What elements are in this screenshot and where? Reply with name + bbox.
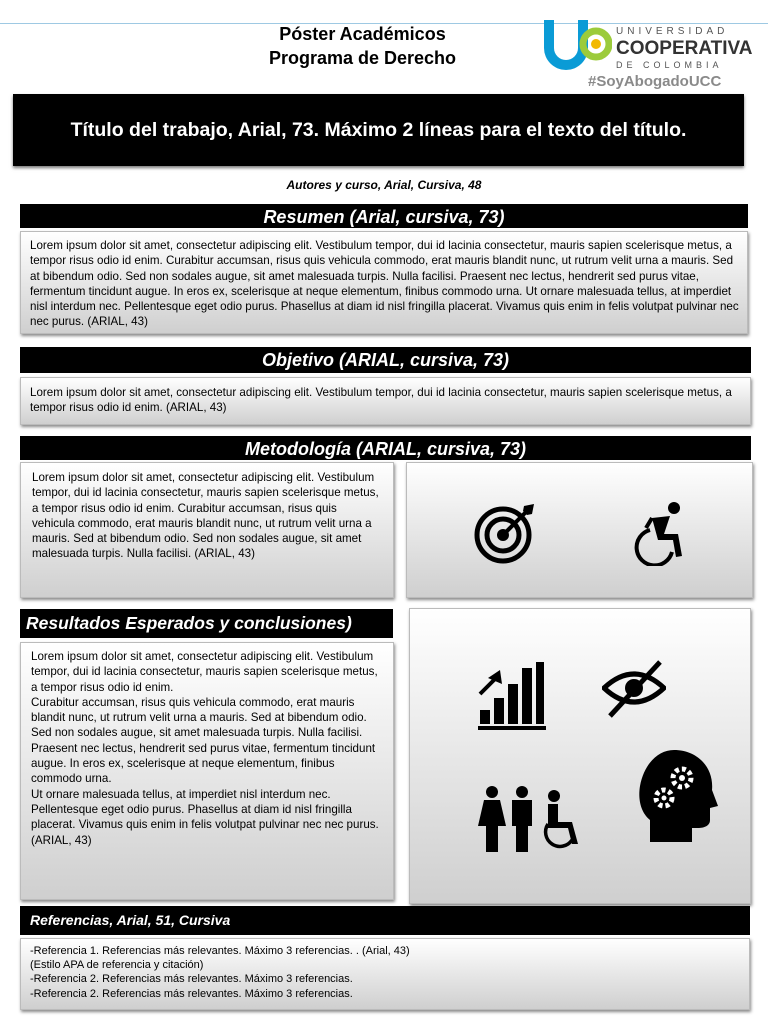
resumen-text: Lorem ipsum dolor sit amet, consectetur adipiscing elit. Vestibulum tempor, dui id lacinia consectetur, mauris sapien scelerisque metus, a tempor risus odio id enim. Curabitur accumsan, risus quis vehicula commodo, erat mauris blandit nunc, ut rutrum velit urna a mauris. Sed at bibendum odio. Sed non sodales augue, sit amet malesuada turpis. Nulla facilisi. Praesent nec lectus, hendrerit sed purus vitae, fermentum tincidunt augue. In eros ex, scelerisque at neque elementum, finibus commodo urna. Ut ornare malesuada tellus, at imperdiet nisl interdum nec. Pellentesque eget odio purus. Phasellus at diam id nisl fringilla placerat. Vivamus quis enim in felis volutpat pulvinar nec nec purus. (ARIAL, 43) (30, 239, 739, 329)
reference-item: -Referencia 2. Referencias más relevantes. Máximo 3 referencias. (30, 987, 353, 1000)
ucc-logo-icon (540, 20, 612, 78)
resultados-paragraph-2: Curabitur accumsan, risus quis vehicula commodo, erat mauris blandit nunc, ut rutrum velit urna a mauris. Sed at bibendum odio. (31, 695, 367, 725)
reference-item: (Estilo APA de referencia y citación) (30, 959, 204, 972)
resultados-text (31, 649, 383, 848)
university-logo (540, 20, 760, 90)
eye-slash-icon (602, 658, 666, 720)
resultados-paragraph-4: Ut ornare malesuada tellus, at imperdiet nisl interdum nec. Pellentesque eget odio purus. Phasellus at diam id nisl fringilla placerat. Vivamus quis enim in felis volutpat pulvinar nec nec purus. (ARIAL, 43) (31, 787, 379, 847)
resumen-heading: Resumen (Arial, cursiva, 73) (20, 204, 748, 228)
metodologia-text: Lorem ipsum dolor sit amet, consectetur adipiscing elit. Vestibulum tempor, dui id lacinia consectetur, mauris sapien scelerisque metus, a tempor risus odio id enim. Curabitur accumsan, risus quis vehicula commodo, erat mauris blandit nunc, ut rutrum velit urna a mauris. Sed at bibendum odio. Sed non sodales augue, sit amet malesuada turpis. Nulla facilisi. (ARIAL, 43) (32, 471, 379, 561)
wheelchair-icon (634, 500, 690, 566)
bar-chart-icon (476, 660, 548, 732)
people-accessibility-icon (478, 784, 590, 854)
target-icon (472, 500, 538, 566)
logo-line2: COOPERATIVA (616, 38, 753, 59)
poster-title: Título del trabajo, Arial, 73. Máximo 2 líneas para el texto del título. (13, 94, 744, 166)
reference-item: -Referencia 1. Referencias más relevantes. Máximo 3 referencias. . (Arial, 43) (30, 945, 410, 957)
header-title-line1: Póster Académicos (279, 24, 446, 44)
objetivo-heading: Objetivo (ARIAL, cursiva, 73) (20, 347, 751, 373)
objetivo-text: Lorem ipsum dolor sit amet, consectetur adipiscing elit. Vestibulum tempor, dui id lacinia consectetur, mauris sapien scelerisque metus, a tempor risus odio id enim. (ARIAL, 43) (30, 386, 732, 415)
resultados-paragraph-1: Lorem ipsum dolor sit amet, consectetur adipiscing elit. Vestibulum tempor, dui id lacinia consectetur, mauris sapien scelerisque metus, a tempor risus odio id enim. (31, 650, 378, 694)
resultados-paragraph-3: Sed non sodales augue, sit amet malesuada turpis. Nulla facilisi. Praesent nec lectus, hendrerit sed purus vitae, fermentum tincidunt augue. In eros ex, scelerisque at neque elementum, finibus commodo urna. (31, 726, 376, 786)
header-title-line2: Programa de Derecho (268, 48, 457, 68)
reference-item: -Referencia 2. Referencias más relevantes. Máximo 3 referencias. (30, 973, 353, 986)
logo-line3: DE COLOMBIA (616, 60, 723, 70)
logo-wordmark (616, 26, 753, 70)
logo-line1: UNIVERSIDAD (616, 26, 729, 37)
head-gears-icon (638, 748, 720, 844)
hashtag: #SoyAbogadoUCC (588, 73, 722, 90)
referencias-heading: Referencias, Arial, 51, Cursiva (20, 906, 750, 935)
resultados-heading: Resultados Esperados y conclusiones) (20, 609, 393, 638)
metodologia-heading: Metodología (ARIAL, cursiva, 73) (20, 436, 751, 460)
authors-line: Autores y curso, Arial, Cursiva, 48 (286, 178, 482, 192)
metodologia-icons-panel (406, 462, 753, 598)
poster-header (230, 22, 495, 70)
referencias-list (30, 944, 740, 1001)
